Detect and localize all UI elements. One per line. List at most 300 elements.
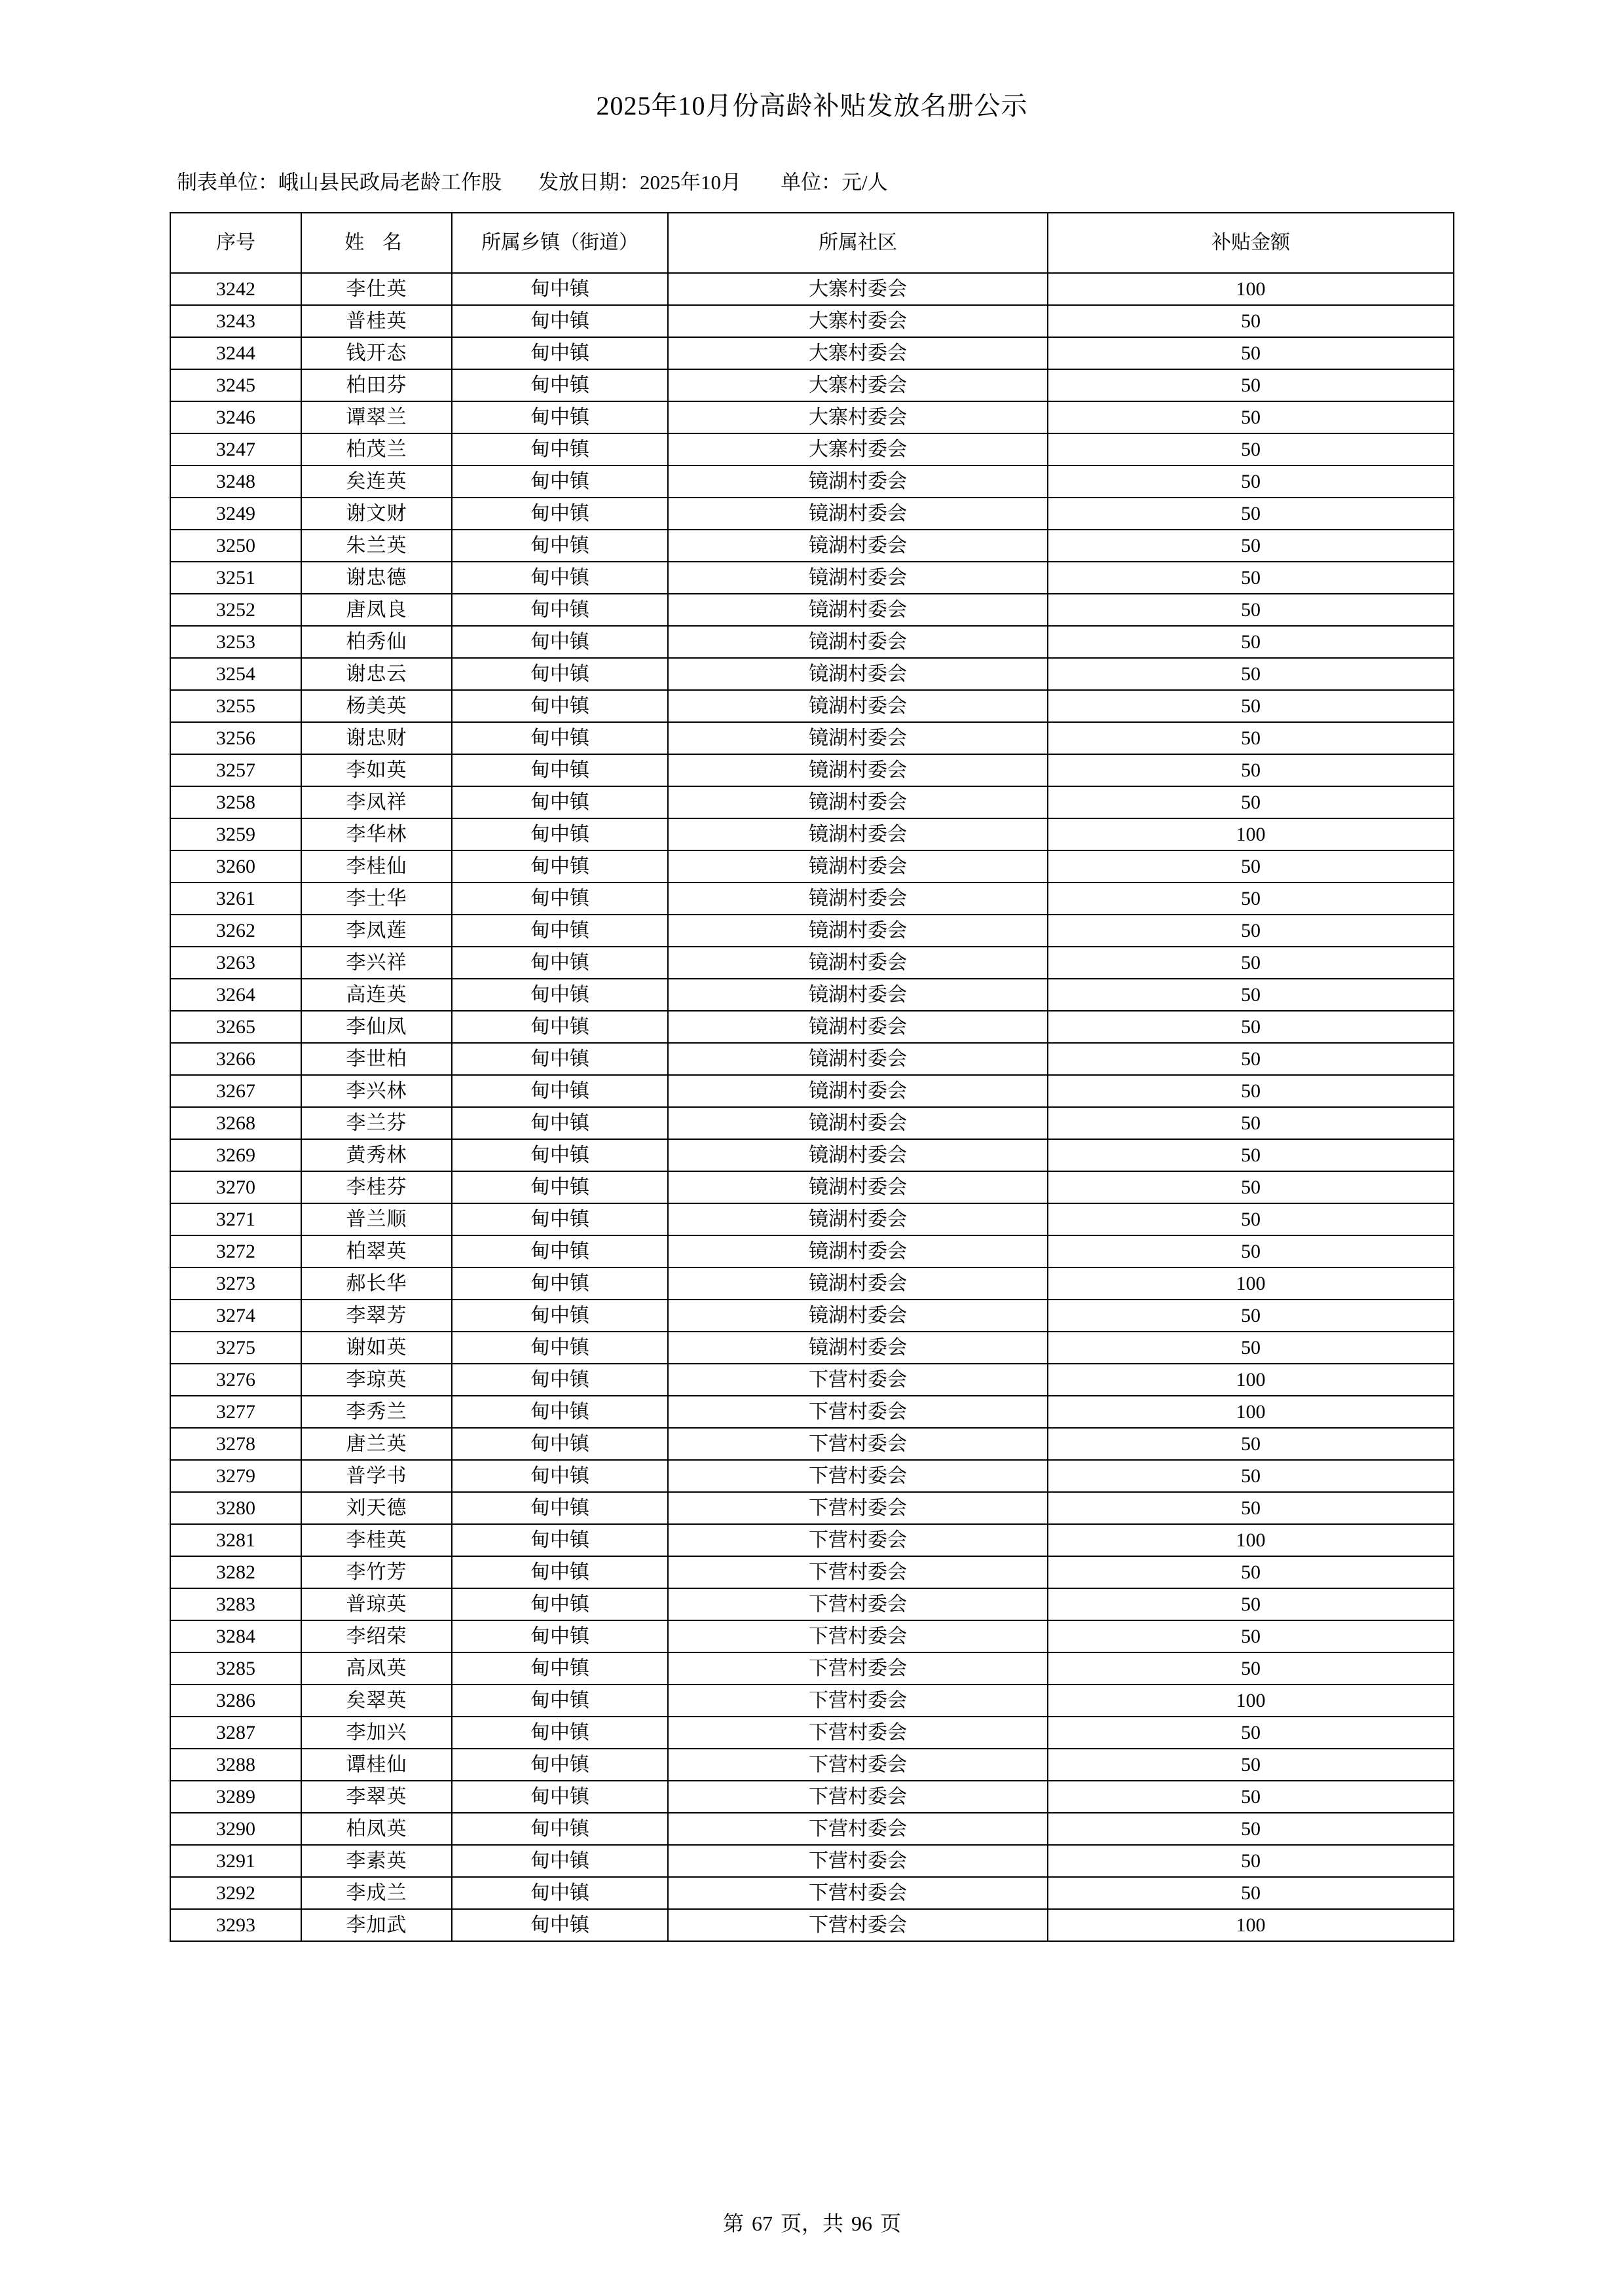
cell-amount: 50 (1048, 850, 1454, 883)
cell-township: 甸中镇 (452, 433, 668, 465)
table-row (170, 1685, 1454, 1717)
cell-township: 甸中镇 (452, 883, 668, 915)
cell-township: 甸中镇 (452, 1235, 668, 1267)
cell-community: 下营村委会 (668, 1620, 1048, 1652)
table-row (170, 1588, 1454, 1620)
cell-amount: 50 (1048, 1460, 1454, 1492)
cell-community: 镜湖村委会 (668, 1203, 1048, 1235)
table-row (170, 722, 1454, 754)
cell-name: 唐凤良 (301, 594, 452, 626)
cell-amount: 50 (1048, 369, 1454, 401)
cell-township: 甸中镇 (452, 1139, 668, 1171)
table-row (170, 1813, 1454, 1845)
cell-amount: 50 (1048, 1043, 1454, 1075)
table-row (170, 1171, 1454, 1203)
cell-township: 甸中镇 (452, 1685, 668, 1717)
cell-township: 甸中镇 (452, 1332, 668, 1364)
cell-index: 3282 (170, 1556, 301, 1588)
cell-community: 镜湖村委会 (668, 786, 1048, 818)
cell-township: 甸中镇 (452, 786, 668, 818)
cell-township: 甸中镇 (452, 562, 668, 594)
cell-index: 3276 (170, 1364, 301, 1396)
cell-township: 甸中镇 (452, 818, 668, 850)
table-row (170, 1011, 1454, 1043)
table-row (170, 883, 1454, 915)
cell-name: 李仕英 (301, 273, 452, 305)
document-meta (111, 166, 1513, 195)
table-row (170, 979, 1454, 1011)
cell-community: 下营村委会 (668, 1845, 1048, 1877)
cell-name: 谭翠兰 (301, 401, 452, 433)
cell-community: 镜湖村委会 (668, 530, 1048, 562)
cell-township: 甸中镇 (452, 1396, 668, 1428)
table-row (170, 1139, 1454, 1171)
cell-index: 3256 (170, 722, 301, 754)
cell-amount: 50 (1048, 979, 1454, 1011)
cell-index: 3284 (170, 1620, 301, 1652)
cell-amount: 50 (1048, 1877, 1454, 1909)
cell-township: 甸中镇 (452, 594, 668, 626)
page-title: 2025年10月份高龄补贴发放名册公示 (596, 91, 1028, 120)
cell-community: 镜湖村委会 (668, 1075, 1048, 1107)
cell-community: 镜湖村委会 (668, 626, 1048, 658)
cell-index: 3288 (170, 1749, 301, 1781)
cell-amount: 50 (1048, 1620, 1454, 1652)
cell-amount: 50 (1048, 401, 1454, 433)
cell-name: 李凤祥 (301, 786, 452, 818)
cell-name: 高连英 (301, 979, 452, 1011)
cell-township: 甸中镇 (452, 658, 668, 690)
cell-community: 下营村委会 (668, 1396, 1048, 1428)
cell-amount: 50 (1048, 305, 1454, 337)
cell-community: 大寨村委会 (668, 273, 1048, 305)
cell-name: 高凤英 (301, 1652, 452, 1685)
cell-township: 甸中镇 (452, 1781, 668, 1813)
cell-amount: 100 (1048, 1267, 1454, 1300)
cell-township: 甸中镇 (452, 1717, 668, 1749)
table-row (170, 1075, 1454, 1107)
cell-amount: 50 (1048, 1717, 1454, 1749)
cell-township: 甸中镇 (452, 1845, 668, 1877)
table-row (170, 850, 1454, 883)
cell-name: 谢忠财 (301, 722, 452, 754)
cell-community: 下营村委会 (668, 1428, 1048, 1460)
cell-name: 李士华 (301, 883, 452, 915)
table-row (170, 1781, 1454, 1813)
cell-name: 李翠芳 (301, 1300, 452, 1332)
cell-name: 李如英 (301, 754, 452, 786)
cell-name: 郝长华 (301, 1267, 452, 1300)
cell-name: 李成兰 (301, 1877, 452, 1909)
table-row (170, 1717, 1454, 1749)
cell-amount: 50 (1048, 530, 1454, 562)
cell-amount: 50 (1048, 658, 1454, 690)
cell-township: 甸中镇 (452, 1171, 668, 1203)
cell-community: 镜湖村委会 (668, 947, 1048, 979)
cell-index: 3270 (170, 1171, 301, 1203)
cell-index: 3250 (170, 530, 301, 562)
cell-township: 甸中镇 (452, 530, 668, 562)
cell-name: 谭桂仙 (301, 1749, 452, 1781)
table-row (170, 1364, 1454, 1396)
cell-name: 李兴林 (301, 1075, 452, 1107)
cell-name: 李桂仙 (301, 850, 452, 883)
cell-amount: 50 (1048, 754, 1454, 786)
cell-index: 3262 (170, 915, 301, 947)
cell-name: 谢忠德 (301, 562, 452, 594)
table-row (170, 754, 1454, 786)
cell-name: 杨美英 (301, 690, 452, 722)
table-row (170, 1107, 1454, 1139)
cell-name: 李仙凤 (301, 1011, 452, 1043)
cell-index: 3253 (170, 626, 301, 658)
table-row (170, 1460, 1454, 1492)
cell-community: 镜湖村委会 (668, 465, 1048, 498)
table-row (170, 1524, 1454, 1556)
cell-name: 谢忠云 (301, 658, 452, 690)
table-row (170, 947, 1454, 979)
subsidy-roster-table (170, 212, 1454, 1942)
cell-index: 3244 (170, 337, 301, 369)
cell-township: 甸中镇 (452, 1492, 668, 1524)
cell-amount: 50 (1048, 690, 1454, 722)
table-row (170, 498, 1454, 530)
cell-community: 下营村委会 (668, 1749, 1048, 1781)
cell-name: 李秀兰 (301, 1396, 452, 1428)
table-row (170, 1556, 1454, 1588)
column-header-township: 所属乡镇（街道） (452, 213, 668, 273)
cell-index: 3264 (170, 979, 301, 1011)
cell-township: 甸中镇 (452, 273, 668, 305)
table-row (170, 915, 1454, 947)
cell-township: 甸中镇 (452, 1267, 668, 1300)
cell-community: 镜湖村委会 (668, 883, 1048, 915)
cell-community: 镜湖村委会 (668, 850, 1048, 883)
cell-index: 3280 (170, 1492, 301, 1524)
cell-name: 普兰顺 (301, 1203, 452, 1235)
cell-index: 3283 (170, 1588, 301, 1620)
cell-name: 唐兰英 (301, 1428, 452, 1460)
cell-amount: 50 (1048, 1107, 1454, 1139)
meta-money-unit: 单位：元/人 (781, 171, 888, 194)
cell-name: 刘天德 (301, 1492, 452, 1524)
cell-township: 甸中镇 (452, 1556, 668, 1588)
cell-community: 下营村委会 (668, 1492, 1048, 1524)
cell-name: 李琼英 (301, 1364, 452, 1396)
cell-community: 大寨村委会 (668, 433, 1048, 465)
cell-index: 3286 (170, 1685, 301, 1717)
cell-amount: 50 (1048, 594, 1454, 626)
cell-amount: 50 (1048, 498, 1454, 530)
cell-township: 甸中镇 (452, 850, 668, 883)
cell-name: 矣翠英 (301, 1685, 452, 1717)
cell-township: 甸中镇 (452, 337, 668, 369)
cell-amount: 100 (1048, 1364, 1454, 1396)
cell-name: 谢文财 (301, 498, 452, 530)
cell-township: 甸中镇 (452, 1909, 668, 1941)
cell-index: 3248 (170, 465, 301, 498)
cell-community: 下营村委会 (668, 1781, 1048, 1813)
cell-community: 镜湖村委会 (668, 690, 1048, 722)
cell-amount: 50 (1048, 883, 1454, 915)
cell-name: 柏翠英 (301, 1235, 452, 1267)
footer-total-pages: 96 (851, 2212, 872, 2235)
cell-township: 甸中镇 (452, 979, 668, 1011)
table-row (170, 1043, 1454, 1075)
cell-amount: 50 (1048, 626, 1454, 658)
cell-township: 甸中镇 (452, 915, 668, 947)
cell-amount: 100 (1048, 1396, 1454, 1428)
cell-index: 3265 (170, 1011, 301, 1043)
cell-township: 甸中镇 (452, 401, 668, 433)
cell-community: 镜湖村委会 (668, 979, 1048, 1011)
cell-community: 镜湖村委会 (668, 915, 1048, 947)
table-row (170, 1877, 1454, 1909)
cell-name: 谢如英 (301, 1332, 452, 1364)
cell-township: 甸中镇 (452, 1877, 668, 1909)
cell-index: 3289 (170, 1781, 301, 1813)
table-row (170, 1652, 1454, 1685)
cell-index: 3279 (170, 1460, 301, 1492)
cell-amount: 100 (1048, 1524, 1454, 1556)
cell-name: 矣连英 (301, 465, 452, 498)
cell-index: 3275 (170, 1332, 301, 1364)
cell-index: 3277 (170, 1396, 301, 1428)
table-row (170, 818, 1454, 850)
cell-index: 3242 (170, 273, 301, 305)
cell-index: 3260 (170, 850, 301, 883)
cell-amount: 50 (1048, 1203, 1454, 1235)
cell-community: 镜湖村委会 (668, 1235, 1048, 1267)
cell-township: 甸中镇 (452, 1620, 668, 1652)
cell-township: 甸中镇 (452, 1652, 668, 1685)
cell-index: 3254 (170, 658, 301, 690)
table-row (170, 690, 1454, 722)
cell-index: 3245 (170, 369, 301, 401)
table-body (170, 273, 1454, 1941)
table-row (170, 530, 1454, 562)
cell-index: 3292 (170, 1877, 301, 1909)
cell-township: 甸中镇 (452, 1813, 668, 1845)
column-header-index: 序号 (170, 213, 301, 273)
cell-township: 甸中镇 (452, 754, 668, 786)
cell-index: 3278 (170, 1428, 301, 1460)
cell-index: 3247 (170, 433, 301, 465)
cell-township: 甸中镇 (452, 947, 668, 979)
cell-amount: 50 (1048, 1492, 1454, 1524)
cell-amount: 50 (1048, 1652, 1454, 1685)
cell-amount: 50 (1048, 433, 1454, 465)
table-row (170, 1267, 1454, 1300)
cell-community: 下营村委会 (668, 1364, 1048, 1396)
cell-amount: 50 (1048, 1300, 1454, 1332)
cell-community: 下营村委会 (668, 1556, 1048, 1588)
cell-community: 镜湖村委会 (668, 1011, 1048, 1043)
cell-index: 3291 (170, 1845, 301, 1877)
cell-community: 大寨村委会 (668, 337, 1048, 369)
cell-name: 普学书 (301, 1460, 452, 1492)
cell-community: 镜湖村委会 (668, 658, 1048, 690)
cell-amount: 50 (1048, 465, 1454, 498)
cell-amount: 50 (1048, 915, 1454, 947)
cell-amount: 100 (1048, 1909, 1454, 1941)
cell-community: 大寨村委会 (668, 369, 1048, 401)
table-row (170, 1300, 1454, 1332)
cell-township: 甸中镇 (452, 1364, 668, 1396)
cell-index: 3281 (170, 1524, 301, 1556)
cell-amount: 50 (1048, 1011, 1454, 1043)
cell-township: 甸中镇 (452, 1428, 668, 1460)
table-row (170, 626, 1454, 658)
cell-community: 镜湖村委会 (668, 498, 1048, 530)
page-footer (0, 2207, 1624, 2237)
cell-index: 3255 (170, 690, 301, 722)
table-row (170, 1909, 1454, 1941)
table-row (170, 1235, 1454, 1267)
cell-amount: 100 (1048, 273, 1454, 305)
cell-community: 镜湖村委会 (668, 722, 1048, 754)
cell-township: 甸中镇 (452, 369, 668, 401)
cell-township: 甸中镇 (452, 626, 668, 658)
cell-community: 下营村委会 (668, 1685, 1048, 1717)
cell-township: 甸中镇 (452, 1107, 668, 1139)
cell-index: 3252 (170, 594, 301, 626)
cell-township: 甸中镇 (452, 1043, 668, 1075)
cell-name: 柏田芬 (301, 369, 452, 401)
cell-name: 李加武 (301, 1909, 452, 1941)
cell-township: 甸中镇 (452, 1075, 668, 1107)
cell-amount: 50 (1048, 1588, 1454, 1620)
table-row (170, 465, 1454, 498)
cell-township: 甸中镇 (452, 465, 668, 498)
cell-name: 钱开态 (301, 337, 452, 369)
cell-community: 镜湖村委会 (668, 1300, 1048, 1332)
cell-community: 镜湖村委会 (668, 1043, 1048, 1075)
cell-amount: 50 (1048, 1171, 1454, 1203)
cell-amount: 50 (1048, 1235, 1454, 1267)
cell-name: 李桂英 (301, 1524, 452, 1556)
cell-community: 镜湖村委会 (668, 1332, 1048, 1364)
cell-name: 李兰芬 (301, 1107, 452, 1139)
cell-index: 3266 (170, 1043, 301, 1075)
cell-township: 甸中镇 (452, 305, 668, 337)
cell-community: 大寨村委会 (668, 305, 1048, 337)
cell-community: 镜湖村委会 (668, 1139, 1048, 1171)
cell-index: 3243 (170, 305, 301, 337)
table-row (170, 305, 1454, 337)
table-row (170, 1396, 1454, 1428)
cell-amount: 50 (1048, 786, 1454, 818)
cell-name: 李竹芳 (301, 1556, 452, 1588)
cell-index: 3287 (170, 1717, 301, 1749)
table-row (170, 433, 1454, 465)
table-header-row (170, 213, 1454, 273)
cell-index: 3259 (170, 818, 301, 850)
cell-community: 下营村委会 (668, 1460, 1048, 1492)
cell-community: 下营村委会 (668, 1588, 1048, 1620)
cell-amount: 50 (1048, 1428, 1454, 1460)
column-header-amount: 补贴金额 (1048, 213, 1454, 273)
cell-amount: 100 (1048, 818, 1454, 850)
cell-township: 甸中镇 (452, 690, 668, 722)
table-row (170, 1203, 1454, 1235)
cell-township: 甸中镇 (452, 1203, 668, 1235)
cell-index: 3257 (170, 754, 301, 786)
cell-amount: 50 (1048, 1813, 1454, 1845)
cell-index: 3285 (170, 1652, 301, 1685)
cell-index: 3273 (170, 1267, 301, 1300)
cell-township: 甸中镇 (452, 1588, 668, 1620)
column-header-community: 所属社区 (668, 213, 1048, 273)
table-row (170, 1332, 1454, 1364)
cell-community: 镜湖村委会 (668, 818, 1048, 850)
table-row (170, 1428, 1454, 1460)
table-row (170, 786, 1454, 818)
cell-index: 3269 (170, 1139, 301, 1171)
cell-index: 3258 (170, 786, 301, 818)
cell-index: 3268 (170, 1107, 301, 1139)
cell-community: 镜湖村委会 (668, 754, 1048, 786)
cell-name: 柏茂兰 (301, 433, 452, 465)
cell-township: 甸中镇 (452, 498, 668, 530)
cell-township: 甸中镇 (452, 1524, 668, 1556)
table-row (170, 562, 1454, 594)
cell-amount: 50 (1048, 337, 1454, 369)
cell-name: 李翠英 (301, 1781, 452, 1813)
cell-community: 镜湖村委会 (668, 1171, 1048, 1203)
cell-index: 3271 (170, 1203, 301, 1235)
cell-name: 普琼英 (301, 1588, 452, 1620)
cell-index: 3263 (170, 947, 301, 979)
cell-index: 3293 (170, 1909, 301, 1941)
cell-name: 柏凤英 (301, 1813, 452, 1845)
footer-suffix: 页 (880, 2212, 902, 2235)
cell-index: 3249 (170, 498, 301, 530)
cell-name: 李凤莲 (301, 915, 452, 947)
cell-community: 镜湖村委会 (668, 594, 1048, 626)
table-row (170, 1492, 1454, 1524)
footer-prefix: 第 (722, 2212, 744, 2235)
cell-amount: 50 (1048, 947, 1454, 979)
cell-name: 黄秀林 (301, 1139, 452, 1171)
cell-community: 下营村委会 (668, 1877, 1048, 1909)
table-row (170, 658, 1454, 690)
cell-amount: 50 (1048, 1332, 1454, 1364)
cell-township: 甸中镇 (452, 1011, 668, 1043)
table-row (170, 1845, 1454, 1877)
cell-index: 3267 (170, 1075, 301, 1107)
cell-township: 甸中镇 (452, 1300, 668, 1332)
cell-name: 普桂英 (301, 305, 452, 337)
cell-index: 3272 (170, 1235, 301, 1267)
cell-amount: 50 (1048, 1749, 1454, 1781)
column-header-name: 姓 名 (301, 213, 452, 273)
table-row (170, 369, 1454, 401)
cell-name: 李绍荣 (301, 1620, 452, 1652)
cell-name: 李世柏 (301, 1043, 452, 1075)
cell-name: 柏秀仙 (301, 626, 452, 658)
cell-index: 3274 (170, 1300, 301, 1332)
cell-community: 下营村委会 (668, 1909, 1048, 1941)
cell-index: 3290 (170, 1813, 301, 1845)
cell-name: 李素英 (301, 1845, 452, 1877)
cell-amount: 50 (1048, 1845, 1454, 1877)
cell-township: 甸中镇 (452, 722, 668, 754)
footer-current-page: 67 (751, 2212, 773, 2235)
meta-unit: 制表单位：峨山县民政局老龄工作股 (177, 171, 502, 194)
table-row (170, 337, 1454, 369)
cell-name: 李华林 (301, 818, 452, 850)
